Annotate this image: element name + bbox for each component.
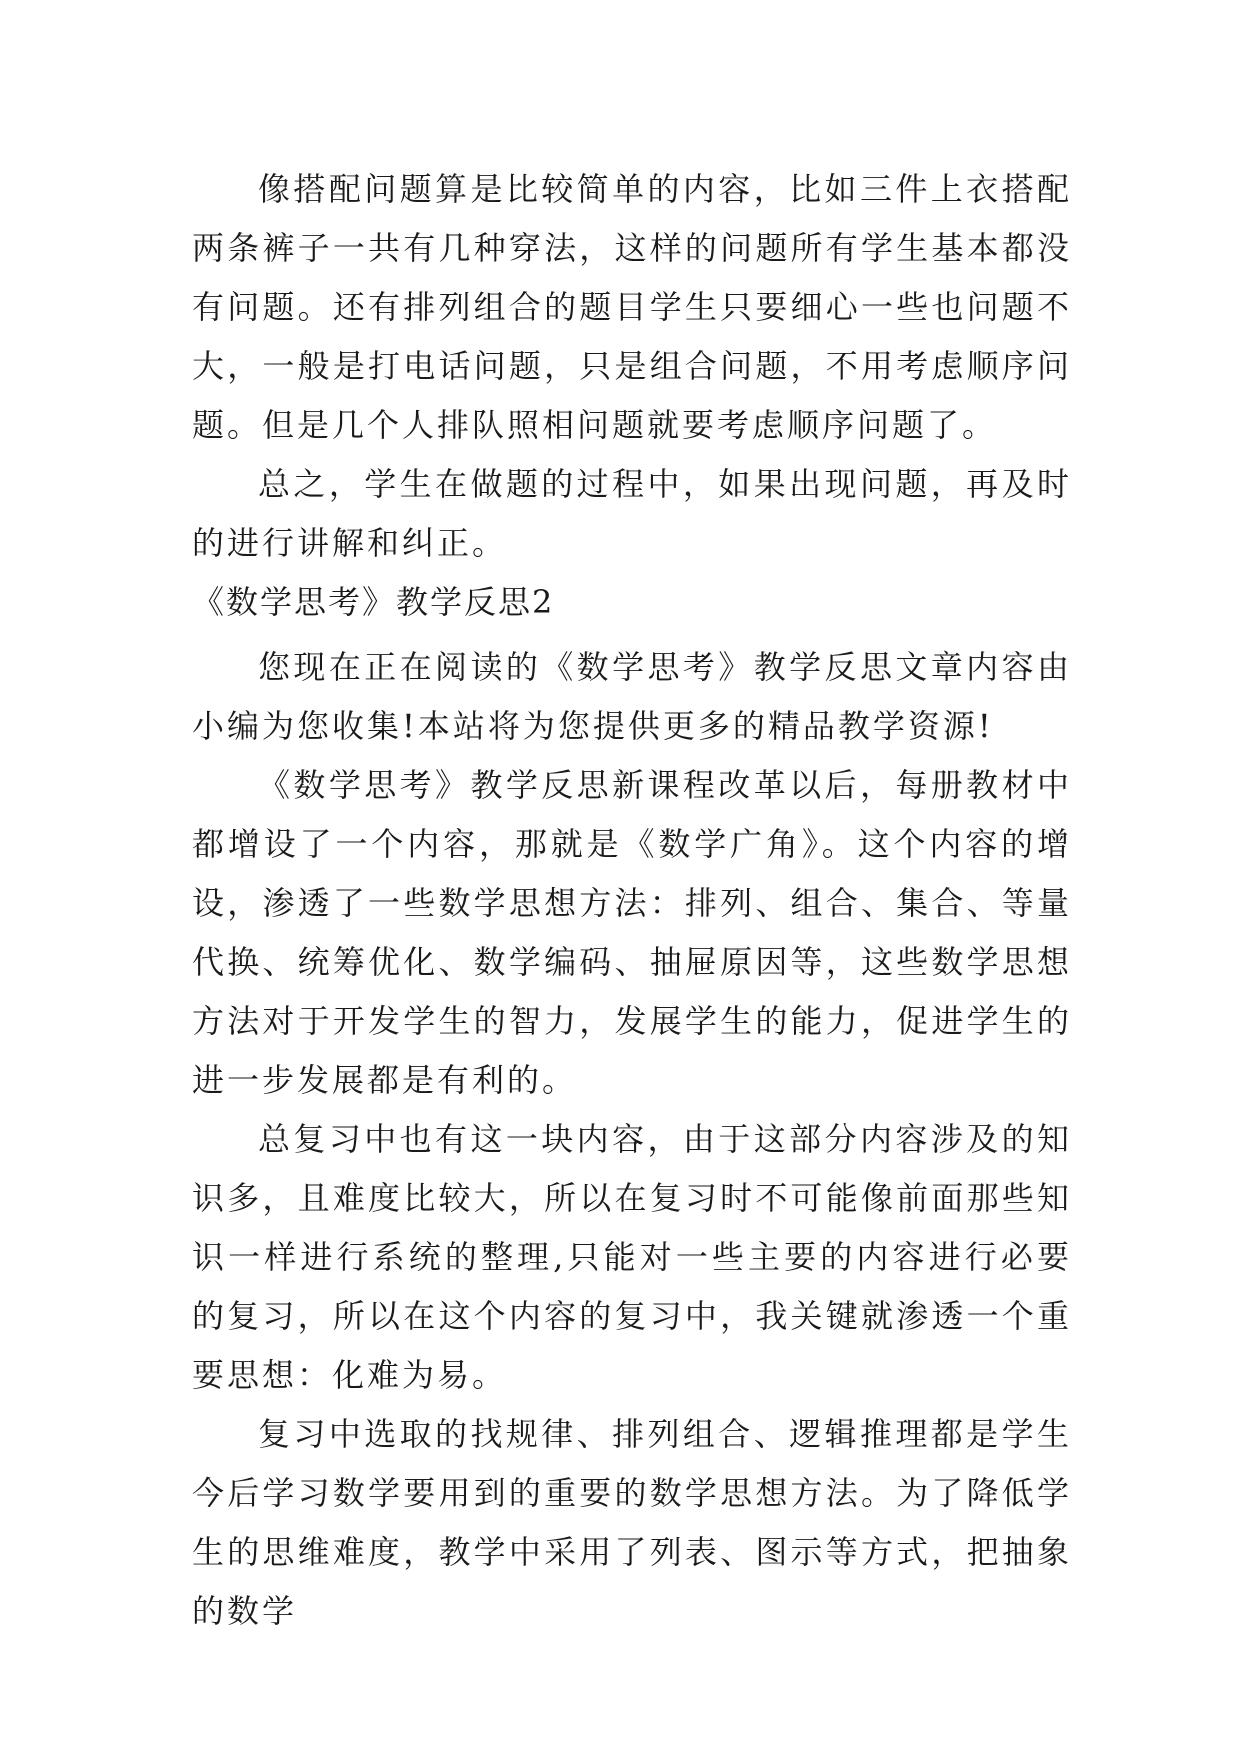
document-body [192,160,1072,1641]
paragraph-curriculum-reform: 《数学思考》教学反思新课程改革以后，每册教材中都增设了一个内容，那就是《数学广角》。这个内容的增设，渗透了一些数学思想方法：排列、组合、集合、等量代换、统筹优化、数学编码、抽屉原因等，这些数学思想方法对于开发学生的智力，发展学生的能力，促进学生的进一步发展都是有利的。 [192,766,1072,1099]
section-heading: 《数学思考》教学反思2 [192,583,555,621]
paragraph-summary: 总之，学生在做题的过程中，如果出现问题，再及时的进行讲解和纠正。 [192,465,1072,562]
paragraph-matching-problems: 像搭配问题算是比较简单的内容，比如三件上衣搭配两条裤子一共有几种穿法，这样的问题所有学生基本都没有问题。还有排列组合的题目学生只要细心一些也问题不大，一般是打电话问题，只是组合问题，不用考虑顺序问题。但是几个人排队照相问题就要考虑顺序问题了。 [192,170,1072,444]
paragraph-reading-notice: 您现在正在阅读的《数学思考》教学反思文章内容由小编为您收集!本站将为您提供更多的精品教学资源! [192,648,1072,745]
paragraph-methods: 复习中选取的找规律、排列组合、逻辑推理都是学生今后学习数学要用到的重要的数学思想方法。为了降低学生的思维难度，教学中采用了列表、图示等方式，把抽象的数学 [192,1415,1072,1630]
paragraph-review: 总复习中也有这一块内容，由于这部分内容涉及的知识多，且难度比较大，所以在复习时不可能像前面那些知识一样进行系统的整理,只能对一些主要的内容进行必要的复习，所以在这个内容的复习中，我关键就渗透一个重要思想：化难为易。 [192,1120,1072,1394]
